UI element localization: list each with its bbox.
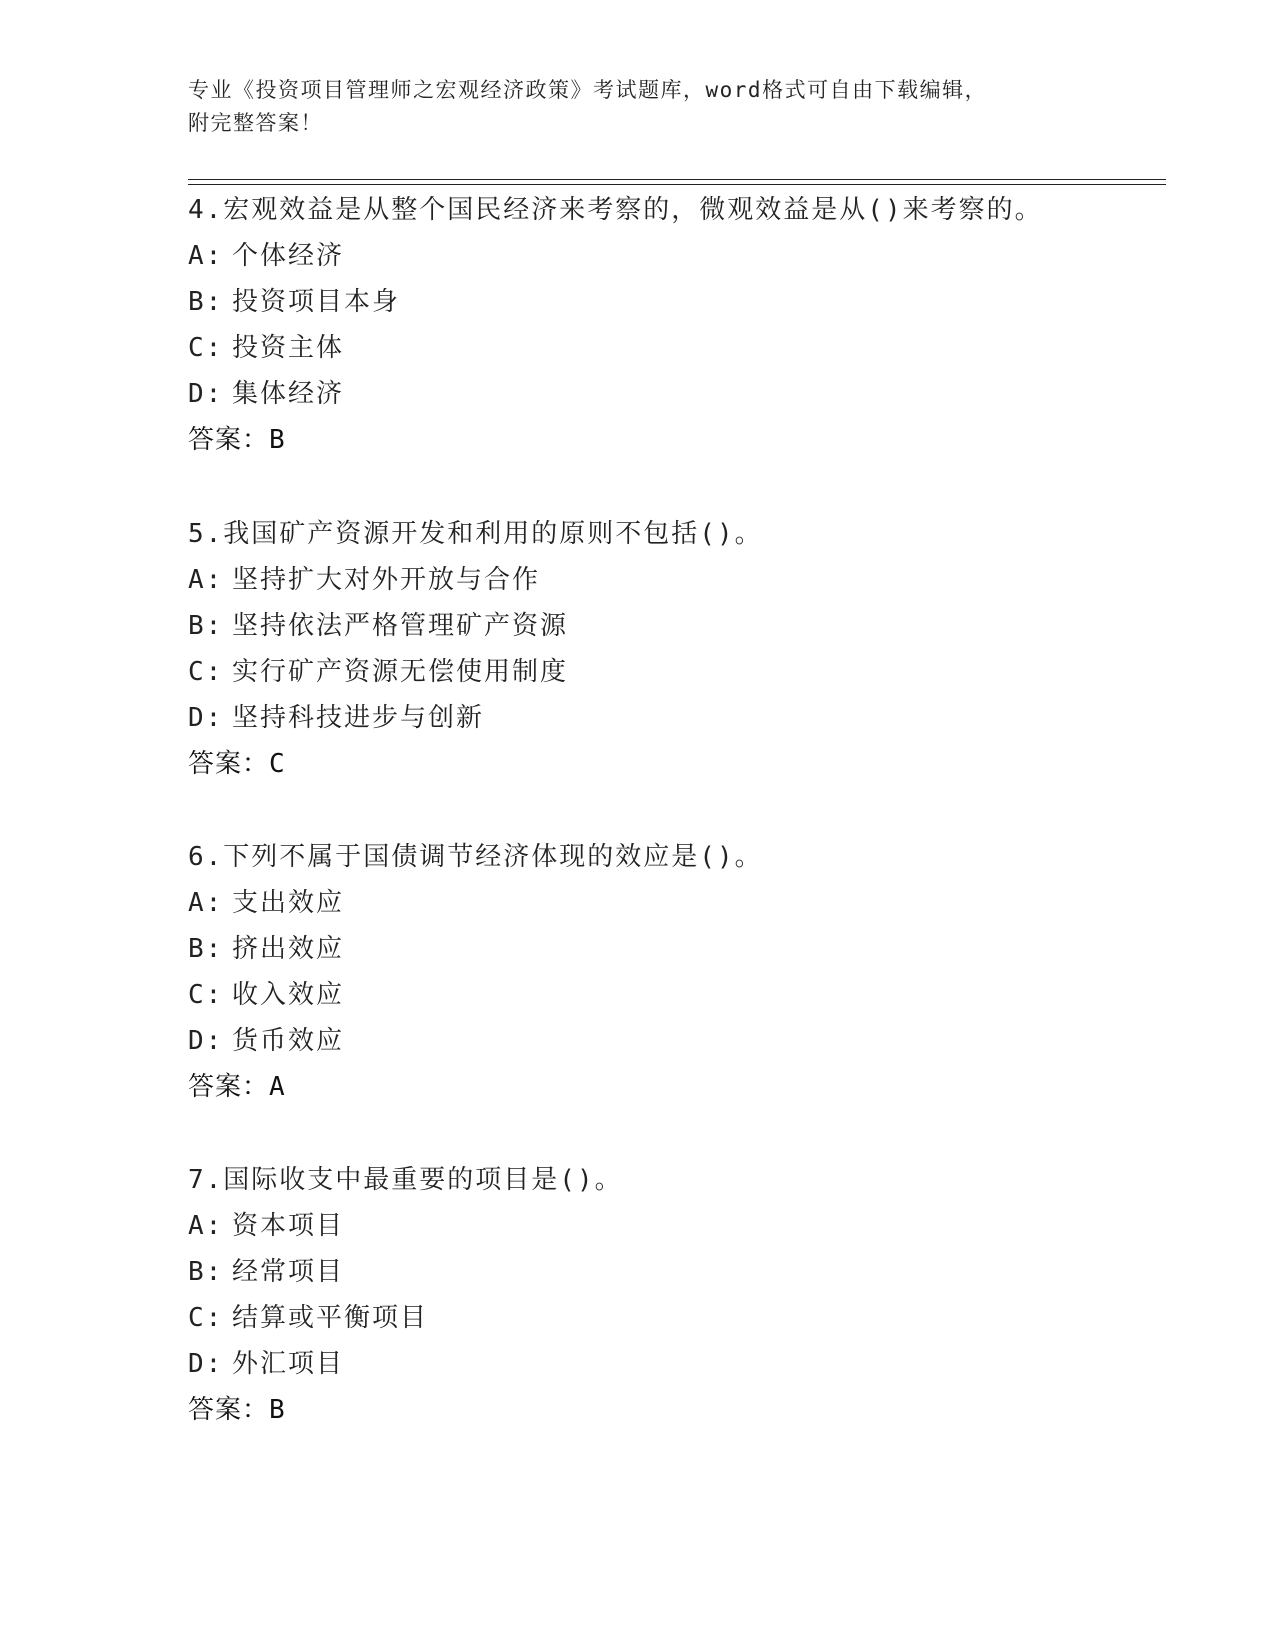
answer-line [188, 1064, 1168, 1110]
header-divider-top [188, 179, 1166, 180]
option-text: 收入效应 [232, 980, 345, 1010]
option-text: 坚持依法严格管理矿产资源 [232, 611, 569, 641]
question-stem: 4.宏观效益是从整个国民经济来考察的，微观效益是从()来考察的。 [188, 195, 1043, 225]
option-letter: C: [188, 333, 224, 363]
answer-label: 答案： [188, 1072, 270, 1102]
option-d [188, 371, 1168, 417]
option-text: 挤出效应 [232, 934, 345, 964]
option-b [188, 926, 1168, 972]
answer-line [188, 741, 1168, 787]
question-block [188, 834, 1168, 1110]
option-text: 个体经济 [232, 241, 345, 271]
option-letter: B: [188, 1257, 224, 1287]
option-letter: B: [188, 611, 224, 641]
answer-line [188, 417, 1168, 463]
option-c [188, 649, 1168, 695]
option-a [188, 1203, 1168, 1249]
header-line-2: 附完整答案！ [188, 111, 323, 135]
option-letter: C: [188, 980, 224, 1010]
option-text: 外汇项目 [232, 1349, 345, 1379]
option-text: 投资项目本身 [232, 287, 401, 317]
question-block [188, 187, 1168, 463]
option-b [188, 1249, 1168, 1295]
option-b [188, 279, 1168, 325]
option-b [188, 603, 1168, 649]
option-a [188, 233, 1168, 279]
option-c [188, 1295, 1168, 1341]
question-block [188, 1157, 1168, 1433]
option-letter: B: [188, 934, 224, 964]
option-letter: D: [188, 1026, 224, 1056]
option-text: 实行矿产资源无偿使用制度 [232, 657, 569, 687]
document-header [188, 74, 1118, 140]
option-text: 经常项目 [232, 1257, 345, 1287]
option-letter: D: [188, 1349, 224, 1379]
question-block [188, 511, 1168, 787]
header-divider-bottom [188, 184, 1166, 185]
option-text: 坚持科技进步与创新 [232, 703, 485, 733]
answer-value: C [269, 749, 286, 779]
option-c [188, 972, 1168, 1018]
answer-line [188, 1387, 1168, 1433]
option-letter: C: [188, 1303, 224, 1333]
option-letter: A: [188, 241, 224, 271]
answer-label: 答案： [188, 425, 270, 455]
option-text: 支出效应 [232, 888, 345, 918]
question-stem: 5.我国矿产资源开发和利用的原则不包括()。 [188, 519, 763, 549]
answer-label: 答案： [188, 1395, 270, 1425]
option-text: 货币效应 [232, 1026, 345, 1056]
question-stem: 6.下列不属于国债调节经济体现的效应是()。 [188, 842, 763, 872]
option-text: 资本项目 [232, 1211, 345, 1241]
option-a [188, 880, 1168, 926]
option-text: 结算或平衡项目 [232, 1303, 429, 1333]
answer-value: A [269, 1072, 286, 1102]
answer-label: 答案： [188, 749, 270, 779]
answer-value: B [269, 425, 286, 455]
answer-value: B [269, 1395, 286, 1425]
option-d [188, 695, 1168, 741]
option-c [188, 325, 1168, 371]
question-stem: 7.国际收支中最重要的项目是()。 [188, 1165, 623, 1195]
option-d [188, 1018, 1168, 1064]
option-a [188, 557, 1168, 603]
option-letter: A: [188, 1211, 224, 1241]
option-letter: D: [188, 703, 224, 733]
option-text: 集体经济 [232, 379, 345, 409]
option-text: 坚持扩大对外开放与合作 [232, 565, 541, 595]
option-text: 投资主体 [232, 333, 345, 363]
header-line-1: 专业《投资项目管理师之宏观经济政策》考试题库，word格式可自由下载编辑， [188, 78, 988, 102]
option-letter: A: [188, 888, 224, 918]
option-letter: B: [188, 287, 224, 317]
option-letter: C: [188, 657, 224, 687]
option-d [188, 1341, 1168, 1387]
option-letter: D: [188, 379, 224, 409]
option-letter: A: [188, 565, 224, 595]
